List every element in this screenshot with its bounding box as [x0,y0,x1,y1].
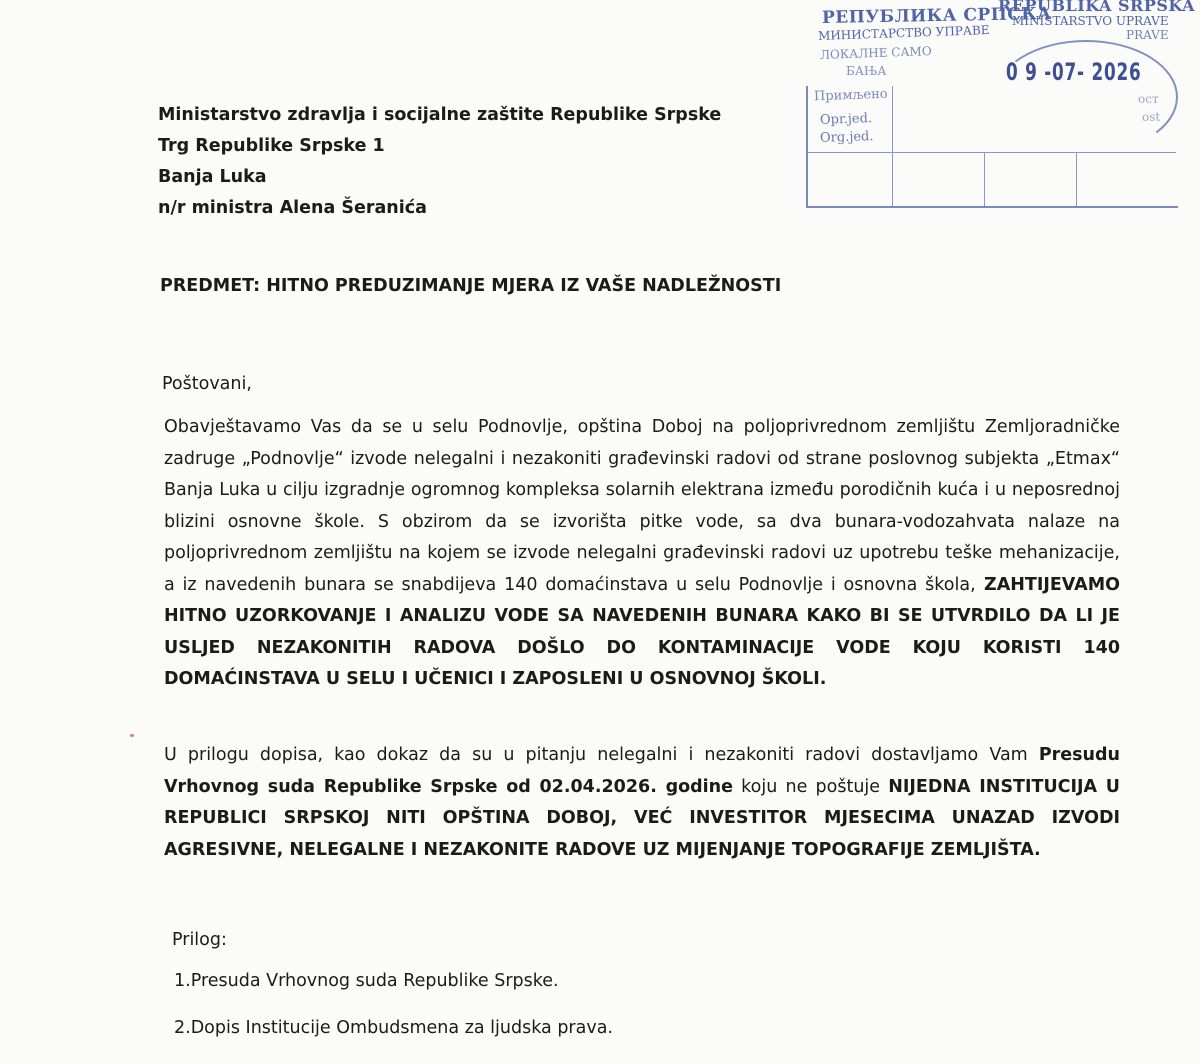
paragraph-bold-text: ZAHTIJEVAMO HITNO UZORKOVANJE I ANALIZU VODE SA NAVEDENIH BUNARA KAKO BI SE UTVRDILO DA LI JE USLJED NEZAKONITIH RADOVA DOŠLO DO KONTAMINACIJE VODE KOJU KORISTI 140 DOMAĆINSTAVA U SELU I UČENICI I ZAPOSLENI U OSNOVNOJ ŠKOLI. [164,574,1120,689]
body-paragraph [164,412,1120,696]
paragraph-text: U prilogu dopisa, kao dokaz da su u pitanju nelegalni i nezakoniti radovi dostavljamo Vam [164,745,1039,765]
recipient-line: Trg Republike Srpske 1 [158,136,385,156]
stamp-text-cyrillic-ministry: МИНИСТАРСТВО УПРАВЕ [817,23,990,43]
body-paragraph [164,740,1120,866]
stamp-text-cyrillic-local: ЛОКАЛНЕ САМО [819,44,932,62]
stamp-text-latin-ministry: MINISTARSTVO UPRAVE [1012,14,1169,28]
attachments-label: Prilog: [172,930,227,950]
recipient-line: Ministarstvo zdravlja i socijalne zaštite Republike Srpske [158,105,722,125]
recipient-address [158,100,721,224]
paragraph-bold-text: NIJEDNA INSTITUCIJA U REPUBLICI SRPSKOJ NITI OPŠTINA DOBOJ, VEĆ INVESTITOR MJESECIMA UNAZAD IZVODI AGRESIVNE, NELEGALNE I NEZAKONITE RADOVE UZ MIJENJANJE TOPOGRAFIJE ZEMLJIŠTA. [164,776,1120,860]
stamp-text-fragment: ост [1138,92,1159,106]
letter-subject: PREDMET: HITNO PREDUZIMANJE MJERA IZ VAŠE NADLEŽNOSTI [160,276,782,296]
paragraph-bold-text: Presudu Vrhovnog suda Republike Srpske od 02.04.2026. godine [164,745,1120,797]
stamp-text-cyrillic-city: БАЊА [846,64,887,78]
registry-stamp [806,0,1200,212]
paragraph-text: koju ne poštuje [732,776,889,797]
stamp-received-label: Примљено [813,86,888,105]
recipient-line: n/r ministra Alena Šeranića [158,198,427,218]
stamp-grid-line [806,152,1176,153]
stamp-org-unit-label: Org.jed. [819,129,874,146]
stamp-grid-line [984,152,985,206]
stamp-text-cyrillic-republic: РЕПУБЛИКА СРПСКА [821,3,1052,29]
stamp-text-latin-fragment: PRAVE [1126,28,1169,42]
letter-greeting: Poštovani, [162,374,252,394]
stamp-grid-line [892,86,893,206]
stamp-frame [806,86,1178,208]
scan-speck [130,734,134,737]
stamp-grid-line [1076,152,1077,206]
stamp-date: 0 9 -07- 2026 [1006,58,1142,86]
paragraph-text: Obavještavamo Vas da se u selu Podnovlje, opština Doboj na poljoprivrednom zemljištu Zemljoradničke zadruge „Podnovlje“ izvode nelegalni i nezakoniti građevinski radovi od strane poslovnog subjekta „Etmax“ Banja Luka u cilju izgradnje ogromnog kompleksa solarnih elektrana između porodičnih kuća i u neposrednoj blizini osnovne škole. S obzirom da se izvorišta pitke vode, sa dva bunara-vodozahvata nalaze na poljoprivrednom zemljištu na kojem se izvode nelegalni građevinski radovi uz upotrebu teške mehanizacije, a iz navedenih bunara se snabdijeva 140 domaćinstava u selu Podnovlje i osnovna škola, [164,417,1120,595]
attachment-item: 1.Presuda Vrhovnog suda Republike Srpske. [174,971,559,991]
stamp-org-unit-label: Opr.jed. [819,111,873,128]
stamp-text-fragment: ost [1142,110,1161,124]
attachment-item: 2.Dopis Institucije Ombudsmena za ljudska prava. [174,1018,613,1038]
stamp-text-latin-republic: REPUBLIKA SRPSKA [998,0,1196,15]
recipient-line: Banja Luka [158,167,267,187]
